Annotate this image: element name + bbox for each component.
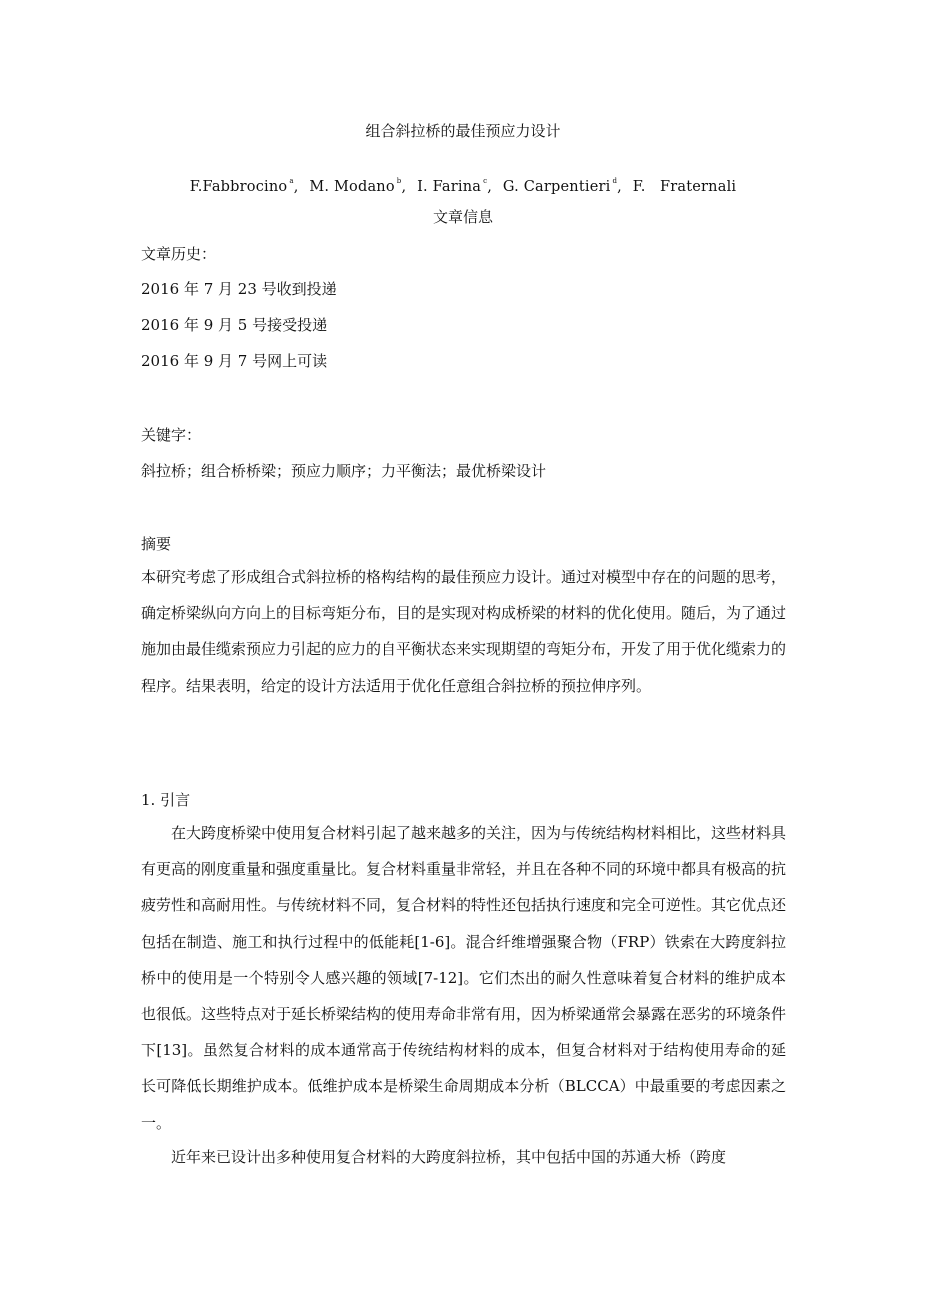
- introduction-paragraph: 在大跨度桥梁中使用复合材料引起了越来越多的关注，因为与传统结构材料相比，这些材料具有更高的刚度重量和强度重量比。复合材料重量非常轻，并且在各种不同的环境中都具有极高的抗疲劳性和高耐用性。与传统材料不同，复合材料的特性还包括执行速度和完全可逆性。其它优点还包括在制造、施工和执行过程中的低能耗[1-6]。混合纤维增强聚合物（FRP）铁索在大跨度斜拉桥中的使用是一个特别令人感兴趣的领域[7-12]。它们杰出的耐久性意味着复合材料的维护成本也很低。这些特点对于延长桥梁结构的使用寿命非常有用，因为桥梁通常会暴露在恶劣的环境条件下[13]。虽然复合材料的成本通常高于传统结构材料的成本，但复合材料对于结构使用寿命的延长可降低长期维护成本。低维护成本是桥梁生命周期成本分析（BLCCA）中最重要的考虑因素之一。: [141, 824, 787, 1132]
- keywords-label: 关键字：: [141, 426, 202, 444]
- paper-title: 组合斜拉桥的最佳预应力设计: [365, 122, 561, 140]
- keywords-text: 斜拉桥；组合桥桥梁；预应力顺序；力平衡法；最优桥梁设计: [141, 462, 547, 480]
- accepted-date: 2016 年 9 月 5 号接受投递: [141, 316, 328, 334]
- author-affiliation: a: [289, 177, 294, 185]
- author-affiliation: c: [483, 177, 488, 185]
- article-history-label: 文章历史：: [141, 245, 217, 263]
- author-list: F.Fabbrocino $^a$, M. Modano $^b$, I. Farina $^c$, G. Carpentieri $^d$, F. Fraternali: [189, 177, 737, 195]
- author-affiliation: b: [396, 177, 402, 185]
- article-info-heading: 文章信息: [432, 208, 493, 226]
- abstract-text: 本研究考虑了形成组合式斜拉桥的格构结构的最佳预应力设计。通过对模型中存在的问题的思考，确定桥梁纵向方向上的目标弯矩分布，目的是实现对构成桥梁的材料的优化使用。随后，为了通过施加由最佳缆索预应力引起的应力的自平衡状态来实现期望的弯矩分布，开发了用于优化缆索力的程序。结果表明，给定的设计方法适用于优化任意组合斜拉桥的预拉伸序列。: [141, 568, 787, 695]
- abstract-heading: 摘要: [141, 535, 172, 553]
- online-date: 2016 年 9 月 7 号网上可读: [141, 352, 328, 370]
- section-heading-introduction: 1. 引言: [141, 791, 191, 809]
- introduction-paragraph: 近年来已设计出多种使用复合材料的大跨度斜拉桥，其中包括中国的苏通大桥（跨度: [171, 1148, 727, 1166]
- author-name: G. Carpentieri: [502, 179, 611, 195]
- author-name: I. Farina: [417, 179, 482, 195]
- author-name: F. Fraternali: [632, 179, 737, 195]
- author-name: M. Modano: [309, 179, 395, 195]
- author-affiliation: d: [612, 177, 618, 185]
- author-name: F.Fabbrocino: [189, 179, 288, 195]
- received-date: 2016 年 7 月 23 号收到投递: [141, 280, 337, 298]
